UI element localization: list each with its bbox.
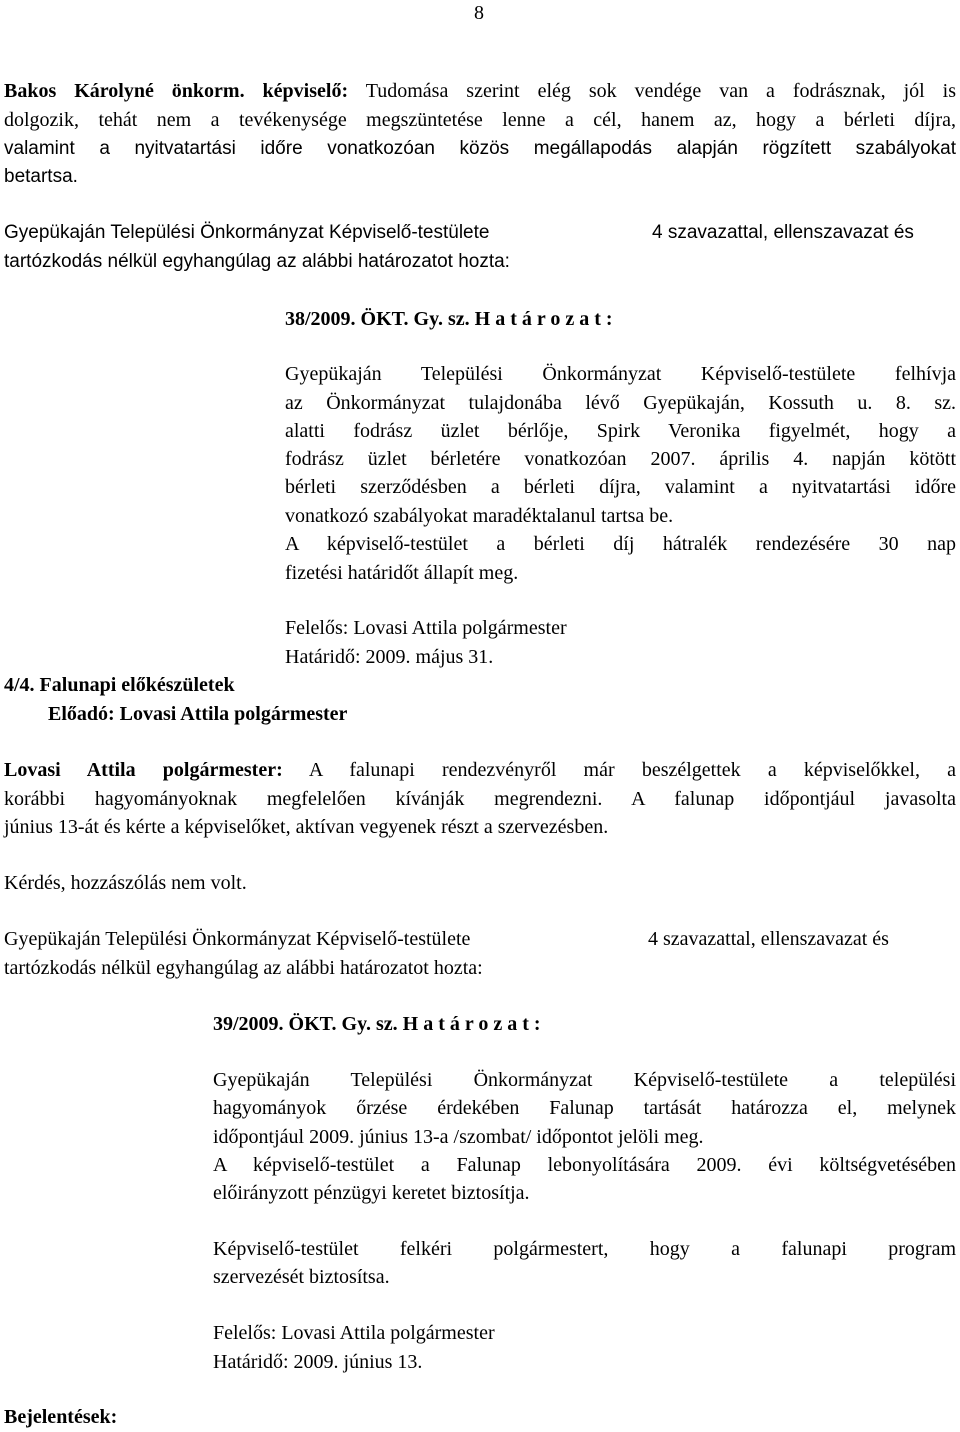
p1-line1-text: Tudomása szerint elég sok vendége van a fodrásznak, jól is: [365, 80, 957, 102]
vote1-right: 4 szavazattal, ellenszavazat és: [652, 222, 914, 243]
res2-deadline: Határidő: 2009. június 13.: [213, 1351, 423, 1373]
vote2-line2: tartózkodás nélkül egyhangúlag az alábbi határozatot hozta:: [4, 957, 483, 979]
res1-responsible: Felelős: Lovasi Attila polgármester: [285, 617, 567, 639]
section-presenter: Előadó: Lovasi Attila polgármester: [48, 703, 348, 725]
page-number: 8: [474, 2, 484, 24]
p1-line1: [4, 80, 956, 103]
announcements-heading: Bejelentések:: [4, 1406, 118, 1428]
res1-line: Gyepükaján Települési Önkormányzat Képviselő-testülete felhívja: [285, 363, 956, 385]
res2-para2-line: Képviselő-testület felkéri polgármestert, hogy a falunapi program: [213, 1238, 956, 1260]
res2-line: időpontjául 2009. június 13-a /szombat/ időpontot jelöli meg.: [213, 1126, 704, 1148]
p2-line2: korábbi hagyományoknak megfelelően kívánják megrendezni. A falunap időpontjául javasolta: [4, 788, 956, 810]
res1-line: vonatkozó szabályokat maradéktalanul tartsa be.: [285, 505, 674, 527]
res1-line: A képviselő-testület a bérleti díj hátralék rendezésére 30 nap: [285, 533, 956, 555]
res2-responsible: Felelős: Lovasi Attila polgármester: [213, 1322, 495, 1344]
vote1-left: Gyepükaján Települési Önkormányzat Képviselő-testülete: [4, 222, 490, 243]
vote1-line2: tartózkodás nélkül egyhangúlag az alábbi határozatot hozta:: [4, 251, 510, 272]
res1-line: az Önkormányzat tulajdonába lévő Gyepükaján, Kossuth u. 8. sz.: [285, 392, 956, 414]
res1-line: alatti fodrász üzlet bérlője, Spirk Veronika figyelmét, hogy a: [285, 420, 956, 442]
res1-deadline: Határidő: 2009. május 31.: [285, 646, 494, 668]
vote2-left: Gyepükaján Települési Önkormányzat Képviselő-testülete: [4, 928, 471, 950]
p2-line1: [4, 759, 956, 782]
res2-line: hagyományok őrzése érdekében Falunap tartását határozza el, melynek: [213, 1097, 956, 1119]
res1-line: fodrász üzlet bérletére vonatkozóan 2007. április 4. napján kötött: [285, 448, 956, 470]
p1-line4: betartsa.: [4, 166, 78, 187]
question-note: Kérdés, hozzászólás nem volt.: [4, 872, 247, 894]
res2-line: A képviselő-testület a Falunap lebonyolítására 2009. évi költségvetésében: [213, 1154, 956, 1176]
res2-line: előirányzott pénzügyi keretet biztosítja.: [213, 1182, 530, 1204]
vote2-right: 4 szavazattal, ellenszavazat és: [648, 928, 889, 950]
res1-heading: 38/2009. ÖKT. Gy. sz. H a t á r o z a t :: [285, 308, 613, 330]
p1-line3: valamint a nyitvatartási időre vonatkozóan közös megállapodás alapján rögzített szabályokat: [4, 138, 956, 159]
speaker-bakos: Bakos Károlyné önkorm. képviselő:: [4, 80, 349, 102]
speaker-lovasi: Lovasi Attila polgármester:: [4, 759, 283, 781]
res2-heading: 39/2009. ÖKT. Gy. sz. H a t á r o z a t :: [213, 1013, 541, 1035]
p1-line2: dolgozik, tehát nem a tevékenysége megszüntetése lenne a cél, hanem az, hogy a bérleti díjra,: [4, 109, 956, 131]
p2-line1-text: A falunapi rendezvényről már beszélgettek a képviselőkkel, a: [308, 759, 956, 781]
section-title: 4/4. Falunapi előkészületek: [4, 674, 235, 696]
res2-line: Gyepükaján Települési Önkormányzat Képviselő-testülete a települési: [213, 1069, 956, 1091]
res2-para2-line: szervezését biztosítsa.: [213, 1266, 390, 1288]
p2-line3: június 13-át és kérte a képviselőket, aktívan vegyenek részt a szervezésben.: [4, 816, 609, 838]
res1-line: bérleti szerződésben a bérleti díjra, valamint a nyitvatartási időre: [285, 476, 956, 498]
res1-line: fizetési határidőt állapít meg.: [285, 562, 519, 584]
